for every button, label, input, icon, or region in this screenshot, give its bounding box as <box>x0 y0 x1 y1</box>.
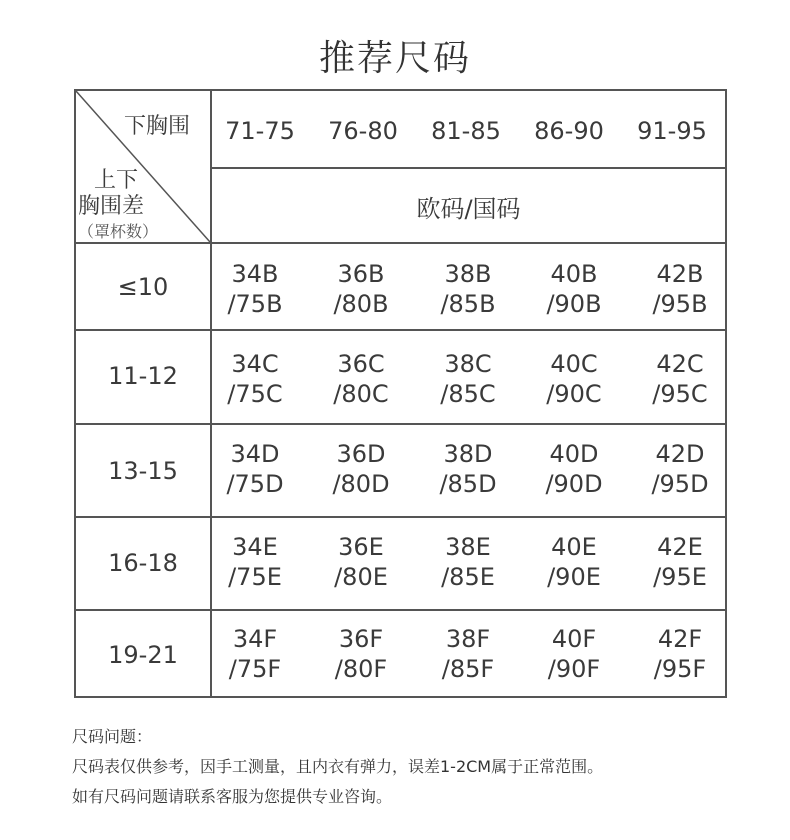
size-cell: 38F /85F <box>441 625 495 683</box>
size-cell: 42B /95B <box>652 260 708 318</box>
column-header: 86-90 <box>534 117 604 145</box>
notes-line: 尺码表仅供参考，因手工测量，且内衣有弹力，误差1-2CM属于正常范围。 <box>72 757 604 776</box>
size-cell: 34C /75C <box>227 350 283 408</box>
size-cell: 34E /75E <box>228 533 282 591</box>
column-header: 81-85 <box>431 117 501 145</box>
size-cell: 38D /85D <box>439 440 497 498</box>
size-cell: 40B /90B <box>546 260 602 318</box>
size-cell: 40F /90F <box>547 625 601 683</box>
column-header: 71-75 <box>225 117 295 145</box>
row-divider <box>76 242 725 244</box>
notes-line: 如有尺码问题请联系客服为您提供专业咨询。 <box>72 787 393 806</box>
size-table <box>74 89 727 698</box>
size-cell: 42D /95D <box>651 440 709 498</box>
row-label: 19-21 <box>108 641 178 669</box>
size-cell: 38E /85E <box>441 533 495 591</box>
corner-bottom-label-2: 胸围差 <box>78 194 145 219</box>
row-label: 13-15 <box>108 457 178 485</box>
size-cell: 40E /90E <box>547 533 601 591</box>
header-divider <box>210 167 727 169</box>
size-cell: 42F /95F <box>653 625 707 683</box>
size-cell: 36F /80F <box>334 625 388 683</box>
size-cell: 40D /90D <box>545 440 603 498</box>
corner-top-label: 下胸围 <box>124 114 191 139</box>
corner-bottom-label-1: 上下 <box>94 168 139 193</box>
size-cell: 34B /75B <box>227 260 283 318</box>
column-header: 76-80 <box>328 117 398 145</box>
row-divider <box>76 423 725 425</box>
row-label: 16-18 <box>108 549 178 577</box>
notes-heading: 尺码问题： <box>72 727 153 746</box>
size-cell: 34F /75F <box>228 625 282 683</box>
size-cell: 42C /95C <box>652 350 708 408</box>
subheader: 欧码/国码 <box>416 195 521 223</box>
column-header: 91-95 <box>637 117 707 145</box>
size-cell: 40C /90C <box>546 350 602 408</box>
size-cell: 42E /95E <box>653 533 707 591</box>
row-divider <box>76 516 725 518</box>
size-cell: 38B /85B <box>440 260 496 318</box>
size-cell: 36B /80B <box>333 260 389 318</box>
size-cell: 36C /80C <box>333 350 389 408</box>
size-cell: 36D /80D <box>332 440 390 498</box>
row-label: ≤10 <box>117 273 169 301</box>
size-cell: 36E /80E <box>334 533 388 591</box>
row-divider <box>76 609 725 611</box>
row-divider <box>76 329 725 331</box>
page-title: 推荐尺码 <box>318 38 471 79</box>
corner-bottom-label-3: （罩杯数） <box>78 222 159 241</box>
size-notes <box>72 722 603 812</box>
size-cell: 38C /85C <box>440 350 496 408</box>
row-label: 11-12 <box>108 362 178 390</box>
size-cell: 34D /75D <box>226 440 284 498</box>
